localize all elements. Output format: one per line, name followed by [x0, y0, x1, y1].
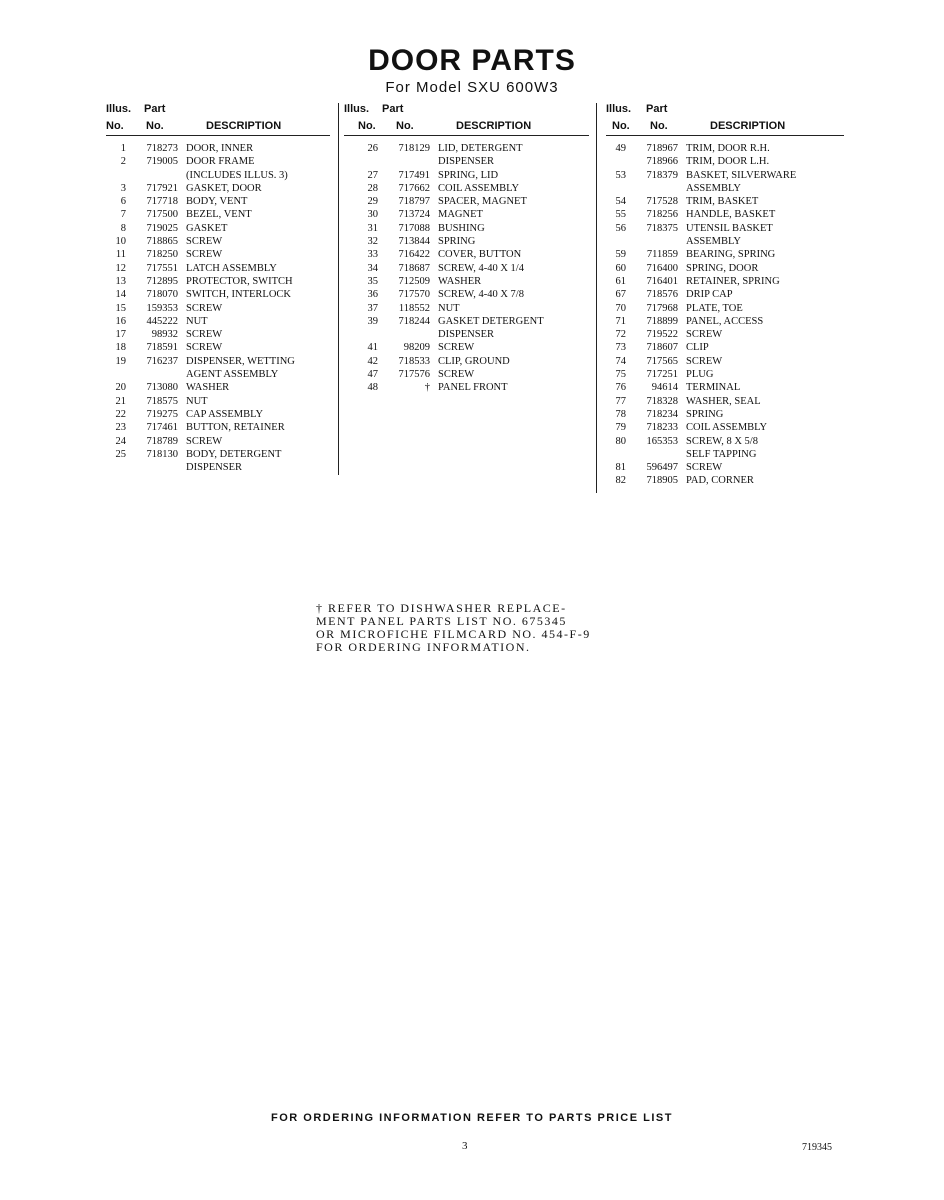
- part-description: SCREW: [438, 369, 475, 381]
- part-description: AGENT ASSEMBLY: [186, 369, 279, 381]
- part-number: 712509: [398, 275, 430, 287]
- part-number: 94614: [651, 382, 678, 394]
- parts-column-3: [606, 103, 844, 488]
- part-number: 711859: [646, 249, 678, 261]
- illus-number: 1: [120, 143, 126, 154]
- parts-row: [358, 235, 589, 248]
- illus-number: 12: [115, 262, 126, 274]
- part-description: DISPENSER: [186, 462, 243, 474]
- part-description: DRIP CAP: [686, 289, 733, 301]
- part-number: 98932: [151, 329, 178, 341]
- part-number: 718234: [646, 408, 678, 420]
- illus-number: 24: [115, 435, 126, 447]
- illus-number: 36: [367, 289, 378, 301]
- part-number: 718273: [146, 143, 178, 154]
- part-number: 719025: [146, 222, 178, 234]
- header-illus: Illus.: [606, 103, 632, 115]
- part-description: COVER, BUTTON: [438, 249, 522, 261]
- parts-row: [358, 182, 589, 195]
- illus-number: 71: [615, 315, 626, 327]
- parts-row: [606, 421, 844, 434]
- illus-number: 17: [115, 329, 126, 341]
- parts-row: [606, 155, 844, 168]
- part-description: (INCLUDES ILLUS. 3): [186, 169, 288, 181]
- part-description: GASKET DETERGENT: [438, 315, 544, 327]
- part-number: 718379: [646, 169, 678, 181]
- part-description: SCREW, 4-40 X 1/4: [438, 262, 524, 274]
- illus-number: 32: [367, 236, 378, 248]
- part-number: 713844: [398, 236, 430, 248]
- parts-row: [358, 222, 589, 235]
- column-header: [106, 103, 330, 136]
- part-number: 718687: [398, 262, 430, 274]
- parts-row: [106, 235, 330, 248]
- parts-rows: [344, 136, 589, 395]
- header-part: Part: [144, 103, 166, 115]
- illus-number: 41: [367, 342, 378, 354]
- part-description: DOOR, INNER: [186, 143, 254, 154]
- parts-row: [606, 208, 844, 221]
- parts-row: [358, 155, 589, 168]
- part-number: 717718: [146, 196, 178, 208]
- illus-number: 28: [367, 182, 378, 194]
- parts-row: [606, 328, 844, 341]
- part-number: 159353: [146, 302, 178, 314]
- parts-row: [606, 262, 844, 275]
- parts-row: [106, 461, 330, 474]
- part-number: 717461: [146, 422, 178, 434]
- part-number: 717528: [646, 196, 678, 208]
- parts-row: [358, 208, 589, 221]
- parts-row: [106, 341, 330, 354]
- parts-row: [606, 448, 844, 461]
- illus-number: 6: [120, 196, 126, 208]
- part-description: SPRING, DOOR: [686, 262, 759, 274]
- illus-number: 78: [615, 408, 626, 420]
- illus-number: 31: [367, 222, 378, 234]
- illus-number: 81: [615, 462, 626, 474]
- part-description: NUT: [438, 302, 460, 314]
- parts-row: [106, 208, 330, 221]
- part-number: 717551: [146, 262, 178, 274]
- illus-number: 47: [367, 369, 378, 381]
- header-illus: Illus.: [344, 103, 370, 115]
- parts-row: [358, 142, 589, 155]
- part-description: SWITCH, INTERLOCK: [186, 289, 291, 301]
- illus-number: 20: [115, 382, 126, 394]
- illus-number: 35: [367, 275, 378, 287]
- note-line: MENT PANEL PARTS LIST NO. 675345: [316, 614, 567, 628]
- part-number: 718966: [646, 156, 678, 168]
- part-description: UTENSIL BASKET: [686, 222, 773, 234]
- header-description: DESCRIPTION: [456, 120, 532, 132]
- illus-number: 15: [115, 302, 126, 314]
- header-description: DESCRIPTION: [206, 120, 282, 132]
- part-description: HANDLE, BASKET: [686, 209, 776, 221]
- part-description: SPRING: [438, 236, 476, 248]
- part-number: 718865: [146, 236, 178, 248]
- illus-number: 67: [615, 289, 626, 301]
- part-number: 719275: [146, 408, 178, 420]
- parts-row: [606, 408, 844, 421]
- parts-row: [606, 395, 844, 408]
- illus-number: 11: [115, 249, 126, 261]
- parts-row: [606, 182, 844, 195]
- illus-number: 75: [615, 369, 626, 381]
- parts-row: [106, 395, 330, 408]
- part-number: 445222: [146, 315, 178, 327]
- part-number: 717491: [398, 169, 430, 181]
- illus-number: 8: [120, 222, 126, 234]
- part-description: NUT: [186, 395, 208, 407]
- illus-number: 26: [367, 143, 378, 154]
- part-description: SCREW: [186, 342, 223, 354]
- note-line: † REFER TO DISHWASHER REPLACE-: [316, 601, 567, 615]
- part-description: ASSEMBLY: [686, 236, 741, 248]
- parts-row: [606, 381, 844, 394]
- parts-row: [106, 421, 330, 434]
- part-number: 718576: [646, 289, 678, 301]
- part-number: 718797: [398, 196, 430, 208]
- illus-number: 21: [115, 395, 126, 407]
- part-number: 718591: [146, 342, 178, 354]
- part-number: 718899: [646, 315, 678, 327]
- part-number: 717500: [146, 209, 178, 221]
- part-description: TRIM, BASKET: [686, 196, 759, 208]
- part-number: †: [424, 382, 430, 394]
- part-description: WASHER: [438, 275, 482, 287]
- parts-row: [606, 275, 844, 288]
- part-description: CAP ASSEMBLY: [186, 408, 264, 420]
- parts-row: [106, 169, 330, 182]
- parts-row: [106, 195, 330, 208]
- part-description: LATCH ASSEMBLY: [186, 262, 277, 274]
- part-number: 596497: [646, 462, 678, 474]
- illus-number: 2: [120, 156, 126, 168]
- parts-row: [358, 341, 589, 354]
- header-part: Part: [646, 103, 668, 115]
- part-number: 718789: [146, 435, 178, 447]
- parts-row: [106, 435, 330, 448]
- part-description: DISPENSER: [438, 329, 495, 341]
- illus-number: 30: [367, 209, 378, 221]
- illus-number: 74: [615, 355, 626, 367]
- illus-number: 39: [367, 315, 378, 327]
- note-line: OR MICROFICHE FILMCARD NO. 454-F-9: [316, 627, 591, 641]
- illus-number: 72: [615, 329, 626, 341]
- part-description: SCREW: [186, 249, 223, 261]
- part-number: 718256: [646, 209, 678, 221]
- column-divider: [338, 103, 339, 475]
- illus-number: 56: [615, 222, 626, 234]
- parts-row: [106, 222, 330, 235]
- parts-row: [606, 288, 844, 301]
- part-description: SPACER, MAGNET: [438, 196, 527, 208]
- header-no: No.: [358, 120, 376, 132]
- part-number: 718533: [398, 355, 430, 367]
- parts-row: [106, 328, 330, 341]
- header-description: DESCRIPTION: [710, 120, 786, 132]
- part-description: DISPENSER: [438, 156, 495, 168]
- parts-row: [606, 461, 844, 474]
- part-number: 718130: [146, 448, 178, 460]
- parts-row: [358, 328, 589, 341]
- part-number: 719522: [646, 329, 678, 341]
- part-description: SCREW: [438, 342, 475, 354]
- illus-number: 76: [615, 382, 626, 394]
- part-description: PLATE, TOE: [686, 302, 743, 314]
- part-number: 718250: [146, 249, 178, 261]
- header-part-no: No.: [650, 120, 668, 132]
- part-description: BUSHING: [438, 222, 485, 234]
- parts-row: [358, 195, 589, 208]
- part-description: PROTECTOR, SWITCH: [186, 275, 293, 287]
- part-description: CLIP: [686, 342, 709, 354]
- parts-row: [358, 169, 589, 182]
- header-part: Part: [382, 103, 404, 115]
- part-number: 718905: [646, 475, 678, 487]
- column-header: [606, 103, 844, 136]
- parts-row: [358, 368, 589, 381]
- part-description: DISPENSER, WETTING: [186, 355, 295, 367]
- part-description: SCREW: [686, 329, 723, 341]
- parts-row: [106, 262, 330, 275]
- note-line: FOR ORDERING INFORMATION.: [316, 640, 531, 654]
- parts-row: [106, 248, 330, 261]
- part-number: 717565: [646, 355, 678, 367]
- part-description: PANEL, ACCESS: [686, 315, 764, 327]
- parts-row: [358, 315, 589, 328]
- illus-number: 49: [615, 143, 626, 154]
- part-number: 718375: [646, 222, 678, 234]
- part-number: 716237: [146, 355, 178, 367]
- part-description: SCREW, 8 X 5/8: [686, 435, 758, 447]
- part-number: 718233: [646, 422, 678, 434]
- part-description: SPRING, LID: [438, 169, 499, 181]
- part-number: 118552: [398, 302, 430, 314]
- illus-number: 25: [115, 448, 126, 460]
- illus-number: 29: [367, 196, 378, 208]
- part-description: SCREW: [186, 236, 223, 248]
- part-description: RETAINER, SPRING: [686, 275, 780, 287]
- panel-reference-note: [316, 602, 591, 654]
- parts-row: [106, 288, 330, 301]
- illus-number: 14: [115, 289, 126, 301]
- parts-row: [606, 248, 844, 261]
- parts-column-2: [344, 103, 589, 395]
- parts-row: [106, 315, 330, 328]
- part-number: 717968: [646, 302, 678, 314]
- parts-row: [358, 381, 589, 394]
- ordering-footer: FOR ORDERING INFORMATION REFER TO PARTS PRICE LIST: [271, 1112, 673, 1124]
- document-number: 719345: [802, 1142, 832, 1153]
- part-number: 717576: [398, 369, 430, 381]
- part-description: GASKET, DOOR: [186, 182, 262, 194]
- part-description: TRIM, DOOR R.H.: [686, 143, 770, 154]
- header-no: No.: [612, 120, 630, 132]
- illus-number: 34: [367, 262, 378, 274]
- illus-number: 59: [615, 249, 626, 261]
- parts-row: [358, 288, 589, 301]
- illus-number: 23: [115, 422, 126, 434]
- parts-row: [106, 302, 330, 315]
- illus-number: 22: [115, 408, 126, 420]
- part-description: BODY, DETERGENT: [186, 448, 282, 460]
- part-number: 713724: [398, 209, 430, 221]
- illus-number: 61: [615, 275, 626, 287]
- part-description: SCREW: [186, 435, 223, 447]
- part-description: SCREW: [686, 355, 723, 367]
- parts-row: [606, 341, 844, 354]
- part-description: COIL ASSEMBLY: [438, 182, 520, 194]
- parts-row: [358, 302, 589, 315]
- parts-row: [606, 302, 844, 315]
- parts-row: [606, 195, 844, 208]
- illus-number: 18: [115, 342, 126, 354]
- parts-row: [106, 142, 330, 155]
- illus-number: 80: [615, 435, 626, 447]
- part-description: SELF TAPPING: [686, 448, 757, 460]
- part-description: BODY, VENT: [186, 196, 248, 208]
- column-divider: [596, 103, 597, 493]
- illus-number: 60: [615, 262, 626, 274]
- part-number: 718607: [646, 342, 678, 354]
- parts-row: [358, 262, 589, 275]
- part-description: PLUG: [686, 369, 714, 381]
- parts-row: [106, 381, 330, 394]
- parts-column-1: [106, 103, 330, 474]
- part-number: 717088: [398, 222, 430, 234]
- illus-number: 77: [615, 395, 626, 407]
- part-number: 165353: [646, 435, 678, 447]
- part-description: SCREW: [186, 329, 223, 341]
- illus-number: 42: [367, 355, 378, 367]
- illus-number: 73: [615, 342, 626, 354]
- parts-row: [606, 355, 844, 368]
- parts-rows: [606, 136, 844, 488]
- header-part-no: No.: [146, 120, 164, 132]
- page-title: DOOR PARTS: [368, 44, 576, 77]
- part-description: COIL ASSEMBLY: [686, 422, 768, 434]
- header-no: No.: [106, 120, 124, 132]
- parts-row: [606, 474, 844, 487]
- parts-rows: [106, 136, 330, 474]
- parts-row: [606, 235, 844, 248]
- header-illus: Illus.: [106, 103, 132, 115]
- part-description: BUTTON, RETAINER: [186, 422, 285, 434]
- part-description: WASHER: [186, 382, 230, 394]
- parts-row: [358, 248, 589, 261]
- part-number: 716400: [646, 262, 678, 274]
- parts-row: [106, 155, 330, 168]
- part-description: PANEL FRONT: [438, 382, 508, 394]
- parts-row: [606, 142, 844, 155]
- page-number: 3: [462, 1140, 468, 1152]
- part-number: 98209: [403, 342, 430, 354]
- part-number: 718328: [646, 395, 678, 407]
- illus-number: 3: [120, 182, 126, 194]
- part-number: 717570: [398, 289, 430, 301]
- part-description: BEZEL, VENT: [186, 209, 252, 221]
- part-description: NUT: [186, 315, 208, 327]
- illus-number: 70: [615, 302, 626, 314]
- parts-row: [606, 222, 844, 235]
- parts-row: [606, 169, 844, 182]
- part-number: 717921: [146, 182, 178, 194]
- part-description: TRIM, DOOR L.H.: [686, 156, 770, 168]
- part-number: 716422: [398, 249, 430, 261]
- parts-row: [106, 182, 330, 195]
- part-description: ASSEMBLY: [686, 182, 741, 194]
- part-description: MAGNET: [438, 209, 483, 221]
- parts-row: [606, 368, 844, 381]
- illus-number: 53: [615, 169, 626, 181]
- parts-row: [606, 435, 844, 448]
- part-description: BASKET, SILVERWARE: [686, 169, 797, 181]
- header-part-no: No.: [396, 120, 414, 132]
- part-number: 713080: [146, 382, 178, 394]
- illus-number: 13: [115, 275, 126, 287]
- part-description: SCREW: [686, 462, 723, 474]
- parts-row: [606, 315, 844, 328]
- illus-number: 48: [367, 382, 378, 394]
- parts-row: [106, 448, 330, 461]
- illus-number: 82: [615, 475, 626, 487]
- column-header: [344, 103, 589, 136]
- illus-number: 33: [367, 249, 378, 261]
- part-number: 718244: [398, 315, 430, 327]
- part-number: 718575: [146, 395, 178, 407]
- parts-row: [106, 408, 330, 421]
- part-number: 718129: [398, 143, 430, 154]
- model-subtitle: For Model SXU 600W3: [385, 79, 559, 96]
- part-description: GASKET: [186, 222, 228, 234]
- part-description: TERMINAL: [686, 382, 741, 394]
- parts-row: [106, 368, 330, 381]
- part-description: CLIP, GROUND: [438, 355, 510, 367]
- part-number: 717662: [398, 182, 430, 194]
- illus-number: 16: [115, 315, 126, 327]
- part-number: 717251: [646, 369, 678, 381]
- illus-number: 10: [115, 236, 126, 248]
- part-description: BEARING, SPRING: [686, 249, 776, 261]
- part-description: PAD, CORNER: [686, 475, 754, 487]
- part-number: 719005: [146, 156, 178, 168]
- illus-number: 79: [615, 422, 626, 434]
- part-number: 716401: [646, 275, 678, 287]
- part-description: LID, DETERGENT: [438, 143, 523, 154]
- parts-row: [106, 355, 330, 368]
- part-description: SPRING: [686, 408, 724, 420]
- part-description: DOOR FRAME: [186, 156, 255, 168]
- parts-row: [358, 355, 589, 368]
- illus-number: 37: [367, 302, 378, 314]
- part-description: WASHER, SEAL: [686, 395, 761, 407]
- part-description: SCREW, 4-40 X 7/8: [438, 289, 524, 301]
- part-description: SCREW: [186, 302, 223, 314]
- part-number: 712895: [146, 275, 178, 287]
- parts-row: [106, 275, 330, 288]
- illus-number: 55: [615, 209, 626, 221]
- part-number: 718967: [646, 143, 678, 154]
- part-number: 718070: [146, 289, 178, 301]
- illus-number: 54: [615, 196, 626, 208]
- illus-number: 27: [367, 169, 378, 181]
- illus-number: 7: [120, 209, 126, 221]
- illus-number: 19: [115, 355, 126, 367]
- parts-row: [358, 275, 589, 288]
